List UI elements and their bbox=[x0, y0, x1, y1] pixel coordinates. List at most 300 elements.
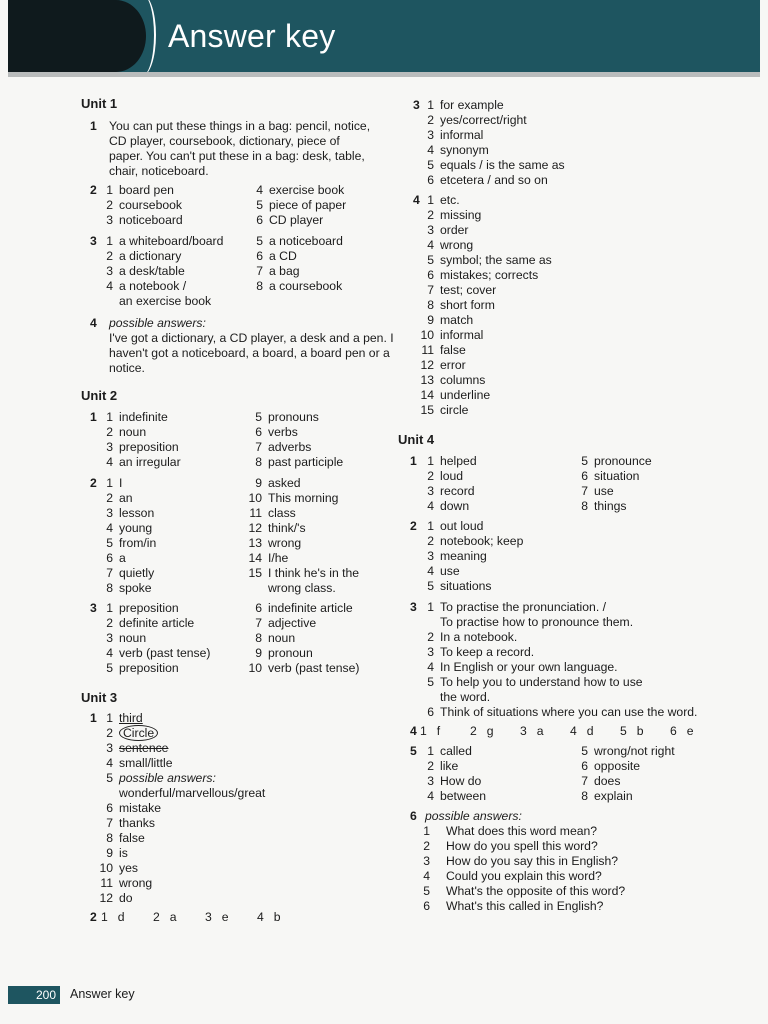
answer-list bbox=[576, 744, 675, 804]
answer-item-text: Circle bbox=[119, 725, 158, 741]
answer-item-text: a dictionary bbox=[119, 249, 182, 263]
answer-item bbox=[244, 455, 343, 470]
answer-item bbox=[420, 98, 565, 113]
answer-item bbox=[244, 646, 359, 661]
answer-item-number: 10 bbox=[99, 861, 113, 875]
answer-item-text: helped bbox=[440, 454, 477, 468]
answer-item bbox=[244, 440, 343, 455]
answer-item-number: 3 bbox=[106, 264, 113, 278]
answer-item bbox=[101, 581, 156, 596]
answer-item-text: adverbs bbox=[268, 440, 312, 454]
answer-item-text: out loud bbox=[440, 519, 484, 533]
answer-item bbox=[101, 455, 181, 470]
answer-item bbox=[101, 234, 223, 249]
answer-item-text: Could you explain this word? bbox=[446, 869, 602, 883]
answer-item bbox=[420, 884, 625, 899]
answer-item-text: a bbox=[536, 724, 544, 738]
answer-list bbox=[420, 824, 625, 914]
answer-item-text: What's this called in English? bbox=[446, 899, 604, 913]
answer-item bbox=[420, 724, 440, 739]
answer-item bbox=[101, 264, 223, 279]
answer-item bbox=[420, 388, 552, 403]
answer-item-number: 5 bbox=[256, 198, 263, 212]
answer-item-text: synonym bbox=[440, 143, 489, 157]
answer-item-text: notebook; keep bbox=[440, 534, 524, 548]
answer-item-text: thanks bbox=[119, 816, 155, 830]
answer-item-number: 1 bbox=[427, 600, 434, 614]
answer-item bbox=[576, 744, 675, 759]
answer-list bbox=[101, 183, 183, 228]
answer-item bbox=[101, 410, 181, 425]
answer-list bbox=[101, 601, 210, 676]
answer-item-number: 11 bbox=[249, 506, 262, 520]
answer-item bbox=[244, 601, 359, 616]
answer-item-number: 6 bbox=[581, 759, 588, 773]
header-dark-tab bbox=[8, 0, 146, 72]
answer-item-number: 4 bbox=[427, 238, 434, 252]
question-number: 3 bbox=[90, 601, 97, 615]
answer-item-text: I think he's in the bbox=[268, 566, 360, 580]
answer-item-number: 1 bbox=[106, 183, 113, 197]
answer-item-text: equals / is the same as bbox=[440, 158, 565, 172]
answer-item-number: 7 bbox=[256, 264, 263, 278]
answer-item-number: 9 bbox=[255, 476, 262, 490]
answer-item-number: 4 bbox=[427, 660, 434, 674]
answer-item-number: 2 bbox=[153, 910, 160, 924]
answer-item-text: To help you to understand how to use bbox=[440, 675, 643, 689]
answer-item bbox=[420, 645, 697, 660]
answer-item-number: 3 bbox=[427, 645, 434, 659]
answer-item-number: 2 bbox=[427, 113, 434, 127]
answer-list bbox=[251, 234, 343, 294]
answer-item-text: What does this word mean? bbox=[446, 824, 598, 838]
answer-item-number: 5 bbox=[581, 744, 588, 758]
answer-item-text: How do you say this in English? bbox=[446, 854, 619, 868]
answer-item bbox=[101, 213, 183, 228]
answer-item-text: noticeboard bbox=[119, 213, 183, 227]
answer-item-number: 2 bbox=[470, 724, 477, 738]
answer-item bbox=[420, 173, 565, 188]
question-number: 1 bbox=[90, 119, 97, 133]
answer-list bbox=[420, 98, 565, 188]
answer-item bbox=[670, 724, 694, 739]
answer-list bbox=[420, 744, 486, 804]
answer-item bbox=[251, 183, 346, 198]
answer-item-text: from/in bbox=[119, 536, 157, 550]
answer-item-number: 2 bbox=[427, 469, 434, 483]
answer-item bbox=[251, 279, 343, 294]
answer-item bbox=[420, 744, 486, 759]
question-number: 4 bbox=[410, 724, 417, 738]
answer-item-text: board pen bbox=[119, 183, 174, 197]
answer-item-text: missing bbox=[440, 208, 482, 222]
answer-item-text: To practise the pronunciation. / bbox=[440, 600, 606, 614]
answer-item-number: 6 bbox=[255, 601, 262, 615]
answer-item-text: coursebook bbox=[119, 198, 183, 212]
answer-item bbox=[420, 615, 697, 630]
answer-item-text: false bbox=[119, 831, 145, 845]
answer-item-number: 3 bbox=[106, 506, 113, 520]
answer-item-number: 11 bbox=[100, 876, 113, 890]
answer-item bbox=[420, 113, 565, 128]
answer-item bbox=[153, 910, 177, 925]
question-number: 3 bbox=[413, 98, 420, 112]
answer-item-text: piece of paper bbox=[269, 198, 347, 212]
answer-item bbox=[101, 476, 156, 491]
answer-item-text: loud bbox=[440, 469, 464, 483]
answer-item bbox=[98, 861, 265, 876]
answer-list bbox=[576, 454, 652, 514]
answer-item bbox=[470, 724, 494, 739]
answer-item-number: 5 bbox=[427, 675, 434, 689]
answer-item bbox=[420, 238, 552, 253]
answer-item-number: 3 bbox=[427, 774, 434, 788]
answer-item-text: possible answers: bbox=[119, 771, 216, 785]
answer-item-text: yes bbox=[119, 861, 138, 875]
question-number: 2 bbox=[90, 476, 97, 490]
answer-item-text: a noticeboard bbox=[269, 234, 343, 248]
answer-item-text: think/'s bbox=[268, 521, 306, 535]
answer-item-text: To practise how to pronounce them. bbox=[440, 615, 634, 629]
answer-item bbox=[576, 484, 652, 499]
answer-item bbox=[420, 774, 486, 789]
answer-item-text: explain bbox=[594, 789, 633, 803]
answer-item bbox=[420, 454, 477, 469]
answer-list bbox=[420, 519, 523, 594]
answer-item-text: preposition bbox=[119, 601, 179, 615]
answer-item-number: 7 bbox=[106, 566, 113, 580]
answer-item-text: wrong bbox=[268, 536, 302, 550]
answer-item-number: 6 bbox=[670, 724, 677, 738]
answer-item-text: spoke bbox=[119, 581, 152, 595]
answer-item-number: 1 bbox=[423, 824, 430, 838]
answer-item bbox=[420, 484, 477, 499]
answer-item-number: 1 bbox=[106, 234, 113, 248]
answer-item bbox=[101, 551, 156, 566]
answer-item-text: pronoun bbox=[268, 646, 313, 660]
answer-item-text: use bbox=[594, 484, 614, 498]
answer-item-text: wrong class. bbox=[268, 581, 336, 595]
answer-item-number: 8 bbox=[255, 455, 262, 469]
answer-item-number: 6 bbox=[106, 801, 113, 815]
answer-item bbox=[420, 549, 523, 564]
answer-item bbox=[420, 343, 552, 358]
answer-item-number: 2 bbox=[106, 425, 113, 439]
answer-item-number: 1 bbox=[106, 711, 113, 725]
answer-item-text: down bbox=[440, 499, 470, 513]
answer-item-number: 12 bbox=[420, 358, 434, 372]
answer-item-number: 2 bbox=[106, 491, 113, 505]
answer-item-number: 11 bbox=[421, 343, 434, 357]
answer-item bbox=[101, 521, 156, 536]
question-number: 5 bbox=[410, 744, 417, 758]
answer-item bbox=[620, 724, 644, 739]
answer-item-number: 8 bbox=[106, 581, 113, 595]
answer-item bbox=[101, 491, 156, 506]
answer-item-number: 4 bbox=[427, 143, 434, 157]
answer-item-number: 4 bbox=[427, 564, 434, 578]
answer-item-text: past participle bbox=[268, 455, 344, 469]
answer-item-number: 4 bbox=[106, 455, 113, 469]
answer-item bbox=[244, 521, 359, 536]
answer-item bbox=[420, 283, 552, 298]
answer-item-number: 4 bbox=[427, 789, 434, 803]
answer-item-text: pronounce bbox=[594, 454, 652, 468]
answer-item-text: a bbox=[119, 551, 126, 565]
answer-item-text: things bbox=[594, 499, 627, 513]
answer-item-text: columns bbox=[440, 373, 486, 387]
answer-item-number: 6 bbox=[256, 213, 263, 227]
answer-item-number: 9 bbox=[106, 846, 113, 860]
answer-item-text: do bbox=[119, 891, 133, 905]
answer-item-text: use bbox=[440, 564, 460, 578]
answer-item bbox=[244, 425, 343, 440]
question-number: 4 bbox=[90, 316, 97, 330]
answer-item-number: 12 bbox=[248, 521, 262, 535]
answer-item-number: 6 bbox=[427, 268, 434, 282]
answer-item-number: 6 bbox=[427, 173, 434, 187]
answer-item-text: an exercise book bbox=[119, 294, 212, 308]
answer-item bbox=[101, 601, 210, 616]
answer-item-text: definite article bbox=[119, 616, 195, 630]
answer-item-number: 8 bbox=[106, 831, 113, 845]
answer-list bbox=[98, 711, 265, 906]
answer-item-text: exercise book bbox=[269, 183, 345, 197]
answer-item-text: This morning bbox=[268, 491, 339, 505]
answer-item-text: noun bbox=[268, 631, 296, 645]
answer-item bbox=[520, 724, 544, 739]
answer-item-text: etcetera / and so on bbox=[440, 173, 548, 187]
answer-item bbox=[101, 425, 181, 440]
answer-item-number: 9 bbox=[255, 646, 262, 660]
answer-item-number: 1 bbox=[106, 601, 113, 615]
question-number: 1 bbox=[90, 410, 97, 424]
answer-item-text: What's the opposite of this word? bbox=[446, 884, 626, 898]
answer-item bbox=[420, 534, 523, 549]
answer-item bbox=[420, 358, 552, 373]
answer-item-number: 6 bbox=[255, 425, 262, 439]
answer-item-number: 4 bbox=[570, 724, 577, 738]
answer-item-text: noun bbox=[119, 425, 147, 439]
answer-list bbox=[420, 454, 477, 514]
answer-item-number: 8 bbox=[256, 279, 263, 293]
answer-item-text: a notebook / bbox=[119, 279, 187, 293]
answer-item bbox=[98, 846, 265, 861]
answer-item-number: 2 bbox=[106, 616, 113, 630]
answer-item-text: symbol; the same as bbox=[440, 253, 552, 267]
answer-item bbox=[101, 440, 181, 455]
answer-item bbox=[101, 198, 183, 213]
unit-heading: Unit 3 bbox=[81, 690, 118, 705]
answer-item bbox=[98, 711, 265, 726]
unit-heading: Unit 2 bbox=[81, 388, 118, 403]
answer-item-text: circle bbox=[440, 403, 469, 417]
answer-item-number: 12 bbox=[99, 891, 113, 905]
answer-list bbox=[244, 476, 359, 596]
answer-item bbox=[420, 630, 697, 645]
answer-item bbox=[420, 499, 477, 514]
answer-item-number: 7 bbox=[581, 774, 588, 788]
answer-item bbox=[420, 824, 625, 839]
answer-list bbox=[420, 600, 697, 720]
answer-item bbox=[101, 910, 125, 925]
answer-item-number: 8 bbox=[581, 789, 588, 803]
answer-item bbox=[576, 454, 652, 469]
answer-item-text: b bbox=[273, 910, 281, 924]
answer-item-text: is bbox=[119, 846, 128, 860]
answer-item-text: a CD bbox=[269, 249, 297, 263]
answer-item-number: 6 bbox=[256, 249, 263, 263]
answer-item-number: 4 bbox=[106, 279, 113, 293]
answer-item-text: short form bbox=[440, 298, 495, 312]
answer-item-text: pronouns bbox=[268, 410, 319, 424]
answer-item-number: 15 bbox=[248, 566, 262, 580]
answer-item-number: 3 bbox=[427, 484, 434, 498]
answer-item bbox=[244, 551, 359, 566]
answer-item-number: 4 bbox=[106, 756, 113, 770]
answer-item-text: preposition bbox=[119, 661, 179, 675]
answer-item-number: 4 bbox=[106, 521, 113, 535]
answer-item bbox=[101, 566, 156, 581]
answer-item bbox=[420, 600, 697, 615]
question-number: 2 bbox=[90, 183, 97, 197]
answer-item bbox=[98, 816, 265, 831]
answer-item-number: 8 bbox=[255, 631, 262, 645]
answer-item-number: 1 bbox=[427, 744, 434, 758]
question-number: 1 bbox=[90, 711, 97, 725]
answer-item-number: 6 bbox=[423, 899, 430, 913]
answer-item-text: like bbox=[440, 759, 459, 773]
answer-item bbox=[420, 759, 486, 774]
answer-item-text: situation bbox=[594, 469, 640, 483]
answer-item bbox=[244, 476, 359, 491]
answer-item bbox=[576, 499, 652, 514]
answer-item-number: 2 bbox=[427, 534, 434, 548]
answer-item bbox=[420, 705, 697, 720]
answer-item-text: wrong bbox=[119, 876, 153, 890]
answer-item-number: 4 bbox=[256, 183, 263, 197]
answer-item-text: situations bbox=[440, 579, 492, 593]
answer-item-text: does bbox=[594, 774, 621, 788]
answer-item bbox=[244, 661, 359, 676]
answer-item-number: 15 bbox=[420, 403, 434, 417]
answer-item bbox=[251, 213, 346, 228]
answer-item bbox=[420, 208, 552, 223]
answer-item-text: e bbox=[221, 910, 229, 924]
answer-item bbox=[420, 519, 523, 534]
answer-item-text: I bbox=[119, 476, 123, 490]
answer-item-text: noun bbox=[119, 631, 147, 645]
header-swoosh bbox=[128, 0, 156, 72]
answer-item-text: How do you spell this word? bbox=[446, 839, 598, 853]
question-number: 2 bbox=[410, 519, 417, 533]
answer-item-text: mistake bbox=[119, 801, 161, 815]
answer-item bbox=[244, 410, 343, 425]
answer-item-number: 2 bbox=[423, 839, 430, 853]
answer-item-number: 6 bbox=[427, 705, 434, 719]
answer-item bbox=[101, 249, 223, 264]
answer-item-text: In a notebook. bbox=[440, 630, 518, 644]
answer-item-text: a whiteboard/board bbox=[119, 234, 224, 248]
answer-item-text: In English or your own language. bbox=[440, 660, 618, 674]
answer-item-text: d bbox=[586, 724, 594, 738]
answer-item bbox=[98, 876, 265, 891]
answer-item-text: To keep a record. bbox=[440, 645, 535, 659]
question-number: 1 bbox=[410, 454, 417, 468]
answer-item-number: 3 bbox=[106, 440, 113, 454]
answer-item-text: class bbox=[268, 506, 296, 520]
answer-item-number: 2 bbox=[427, 208, 434, 222]
answer-item-text: opposite bbox=[594, 759, 641, 773]
answer-item-number: 7 bbox=[255, 616, 262, 630]
answer-item-number: 5 bbox=[427, 579, 434, 593]
answer-item bbox=[244, 616, 359, 631]
answer-item-text: third bbox=[119, 711, 143, 725]
answer-item bbox=[420, 564, 523, 579]
answer-item bbox=[244, 631, 359, 646]
answer-item-number: 7 bbox=[581, 484, 588, 498]
answer-item-text: wonderful/marvellous/great bbox=[119, 786, 266, 800]
answer-text: You can put these things in a bag: pencil, notice, CD player, coursebook, dictionary, piece of paper. You can't put these in a bag: desk, table, chair, noticeboard. bbox=[109, 119, 371, 178]
answer-item bbox=[98, 786, 265, 801]
answer-item-text: between bbox=[440, 789, 487, 803]
answer-item bbox=[420, 839, 625, 854]
answer-item-text: g bbox=[486, 724, 494, 738]
answer-item bbox=[576, 789, 675, 804]
answer-list bbox=[101, 476, 156, 596]
answer-item-text: for example bbox=[440, 98, 504, 112]
answer-item-number: 2 bbox=[106, 726, 113, 740]
answer-item-number: 13 bbox=[248, 536, 262, 550]
answer-item bbox=[420, 579, 523, 594]
answer-item-text: meaning bbox=[440, 549, 487, 563]
answer-item-text: I/he bbox=[268, 551, 289, 565]
answer-item-text: a desk/table bbox=[119, 264, 185, 278]
answer-item bbox=[244, 491, 359, 506]
answer-item bbox=[251, 198, 346, 213]
answer-list bbox=[101, 410, 181, 470]
answer-item-number: 5 bbox=[106, 771, 113, 785]
answer-item bbox=[420, 193, 552, 208]
answer-item-number: 14 bbox=[248, 551, 262, 565]
answer-item-text: yes/correct/right bbox=[440, 113, 527, 127]
question-number: 6 bbox=[410, 809, 417, 823]
answer-item bbox=[420, 675, 697, 690]
answer-item-number: 4 bbox=[423, 869, 430, 883]
answer-item bbox=[98, 831, 265, 846]
question-number: 2 bbox=[90, 910, 97, 924]
question-number: 4 bbox=[413, 193, 420, 207]
answer-item-number: 7 bbox=[427, 283, 434, 297]
answer-item-number: 8 bbox=[581, 499, 588, 513]
answer-item-text: d bbox=[117, 910, 125, 924]
answer-item-text: young bbox=[119, 521, 153, 535]
answer-item-text: called bbox=[440, 744, 472, 758]
answer-item bbox=[420, 373, 552, 388]
answer-item-number: 2 bbox=[106, 198, 113, 212]
answer-item-number: 10 bbox=[248, 661, 262, 675]
answer-item bbox=[98, 726, 265, 741]
answer-item-text: an irregular bbox=[119, 455, 181, 469]
answer-item-text: false bbox=[440, 343, 466, 357]
answer-item bbox=[420, 298, 552, 313]
answer-item bbox=[101, 536, 156, 551]
answer-item-text: verb (past tense) bbox=[268, 661, 360, 675]
answer-item bbox=[98, 741, 265, 756]
answer-item-text: Think of situations where you can use the word. bbox=[440, 705, 698, 719]
answer-item-text: How do bbox=[440, 774, 482, 788]
answer-item-text: CD player bbox=[269, 213, 324, 227]
